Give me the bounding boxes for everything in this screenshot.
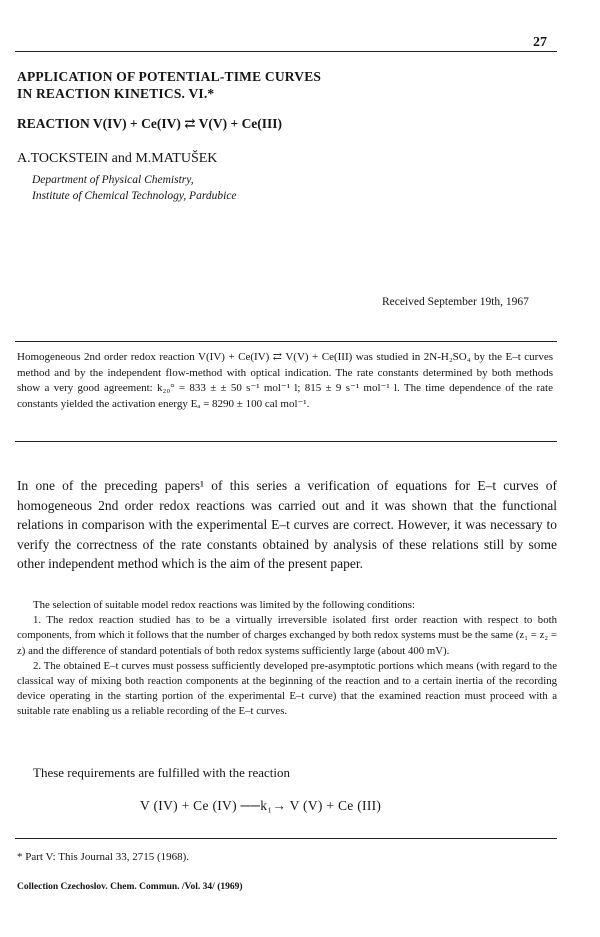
reaction-equation: V (IV) + Ce (IV) ──k₁→ V (V) + Ce (III) [140, 798, 382, 813]
abstract-text: Homogeneous 2nd order redox reaction V(IV) + Ce(IV) ⇄ V(V) + Ce(III) was studied in 2N-H₂SO₄ by the E–t curves method and by the independent flow-method with optical indication. The rate constants determined by both methods show a very good agreement: k₂₀° = 833 ± ± 50 s⁻¹ mol⁻¹ l; 815 ± 9 s⁻¹ mol⁻¹ l. The time dependence of the rate constants yielded the activation energy Eₐ = 8290 ± 100 cal mol⁻¹. [17, 351, 553, 410]
affiliation-line-2: Institute of Chemical Technology, Pardubice [32, 190, 237, 202]
top-rule [15, 51, 557, 52]
condition-1: 1. The redox reaction studied has to be a virtually irreversible isolated first order reaction with respect to both components, from which it follows that the number of charges exchanged by both redox systems must be the same (z₁ = z₂ = z) and the difference of standard potentials of both redox systems sufficiently large (about 400 mV). [17, 614, 557, 657]
requirements-text: These requirements are fulfilled with the reaction [33, 765, 291, 780]
abstract [17, 350, 553, 412]
title-line-2: IN REACTION KINETICS. VI.* [17, 86, 215, 101]
introduction [17, 476, 557, 574]
article-title [17, 68, 321, 102]
page-number: 27 [533, 35, 547, 50]
abstract-top-rule [15, 341, 557, 342]
abstract-bottom-rule [15, 441, 557, 442]
authors: A.TOCKSTEIN and M.MATUŠEK [17, 151, 218, 166]
condition-2: 2. The obtained E–t curves must possess sufficiently developed pre-asymptotic portions which means (with regard to the classical way of mixing both reaction components at the beginning of the reaction and to a certain inertia of the recording device operating in the starting portion of the experimental E–t curve) that the examined reaction must proceed with a suitable rate enabling us a reliable recording of the E–t curves. [17, 659, 557, 718]
affiliation-line-1: Department of Physical Chemistry, [32, 174, 194, 186]
received-date: Received September 19th, 1967 [382, 296, 529, 308]
title-line-1: APPLICATION OF POTENTIAL-TIME CURVES [17, 69, 322, 84]
affiliation [32, 172, 237, 204]
conditions-lead: The selection of suitable model redox reactions was limited by the following conditions: [33, 599, 416, 611]
intro-paragraph: In one of the preceding papers¹ of this series a verification of equations for E–t curves of homogeneous 2nd order redox reactions was carried out and it was shown that the functional relations in comparison with the experimental E–t curves are correct. However, it was necessary to verify the correctness of the rate constants obtained by analysis of these relations still by some other independent method which is the aim of the present paper. [17, 478, 557, 571]
footnote: * Part V: This Journal 33, 2715 (1968). [17, 851, 190, 863]
conditions-section [17, 598, 557, 720]
journal-footer: Collection Czechoslov. Chem. Commun. /Vol. 34/ (1969) [17, 882, 243, 892]
footnote-rule [15, 838, 557, 839]
title-reaction: REACTION V(IV) + Ce(IV) ⇄ V(V) + Ce(III) [17, 116, 283, 131]
